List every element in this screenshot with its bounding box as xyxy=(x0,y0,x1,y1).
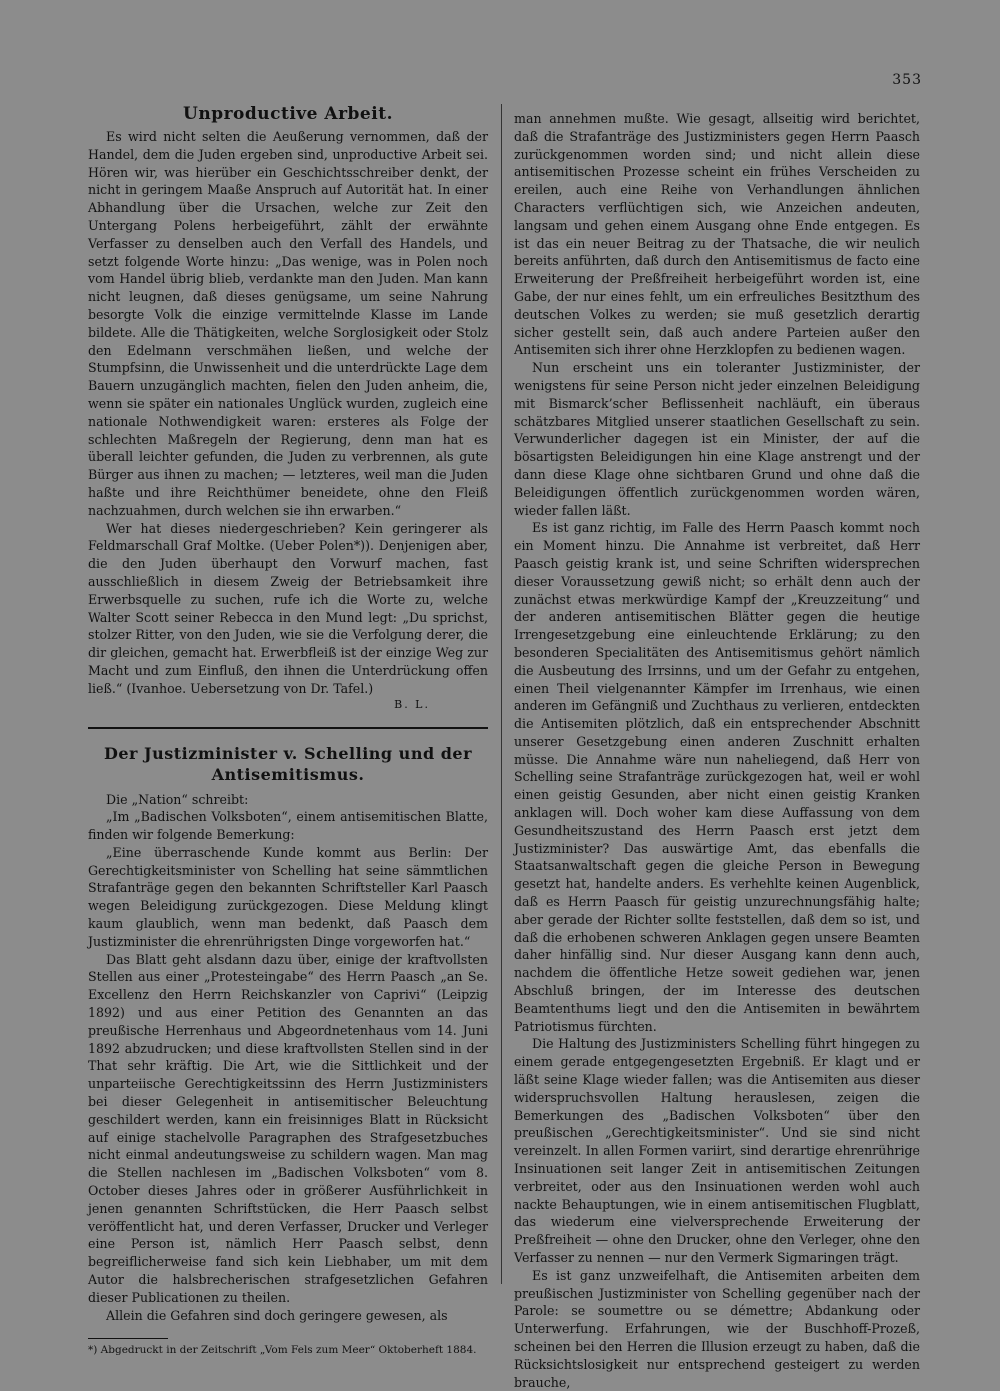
article-2-paragraph-3: Das Blatt geht alsdann dazu über, einige der kraftvollsten Stellen aus einer „Protesteingabe“ des Herrn Paasch „an Se. Excellenz den Herrn Reichskanzler von Caprivi“ (Leipzig 1892) und aus einer Petition des Genannten an das preußische Herrenhaus und Abgeordnetenhaus vom 14. Juni 1892 abzudrucken; und diese kraftvollsten Stellen sind in der That sehr kräftig. Die Art, wie die Sittlichkeit und der unparteiische Gerechtigkeitssinn des Herrn Justizministers bei dieser Gelegenheit in antisemitischer Beleuchtung geschildert werden, kann ein freisinniges Blatt in Rücksicht auf einige stachelvolle Paragraphen des Strafgesetzbuches nicht einmal andeutungsweise zu schildern wagen. Man mag die Stellen nachlesen im „Badischen Volksboten“ vom 8. October dieses Jahres oder in größerer Ausführlichkeit in jenen genannten Schriftstücken, die Herr Paasch selbst veröffentlicht hat, und deren Verfasser, Drucker und Verleger eine Person ist, nämlich Herr Paasch selbst, denn begreiflicherweise fand sich kein Liebhaber, um mit dem Autor die halsbrecherischen strafgesetzlichen Gefahren dieser Publicationen zu theilen. xyxy=(88,951,488,1305)
footnote-rule xyxy=(88,1338,168,1339)
article-separator xyxy=(88,727,488,729)
article-2-paragraph-1: Die „Nation“ schreibt: xyxy=(106,791,249,807)
article-2-paragraph-2: „Im „Badischen Volksboten“, einem antisemitischen Blatte, finden wir folgende Bemerkung: xyxy=(88,809,488,843)
article-1-paragraph-2: Wer hat dieses niedergeschrieben? Kein geringerer als Feldmarschall Graf Moltke. (Ueber Polen*)). Denjenigen aber, die den Juden überhaupt den Vorwurf machen, fast ausschließlich in diesem Zweig der Betriebsamkeit ihre Erwerbsquelle zu suchen, rufe ich die Worte zu, welche Walter Scott seiner Rebecca in den Mund legt: „Du sprichst, stolzer Ritter, von den Juden, wie sie die Verfolgung derer, die dir gleichen, gemacht hat. Erwerbfleiß ist der einzige Weg zur Macht und zum Einfluß, den ihnen die Unterdrückung offen ließ.“ (Ivanhoe. Uebersetzung von Dr. Tafel.) xyxy=(88,520,488,696)
right-column xyxy=(514,110,920,1391)
article-1-title: Unproductive Arbeit. xyxy=(183,104,393,124)
footnote: *) Abgedruckt in der Zeitschrift „Vom Fels zum Meer“ Oktoberheft 1884. xyxy=(88,1344,477,1357)
right-paragraph-3: Es ist ganz richtig, im Falle des Herrn Paasch kommt noch ein Moment hinzu. Die Annahme ist verbreitet, daß Herr Paasch geistig krank ist, und seine Schriften widersprechen dieser Voraussetzung gewiß nicht; so erhält denn auch der zunächst etwas merkwürdige Kampf der „Kreuzzeitung“ und der anderen antisemitischen Blätter gegen die heutige Irrengesetzgebung eine einleuchtende Erklärung; zu den besonderen Specialitäten des Antisemitismus gehört nämlich die Ausbeutung des Irrsinns, und um der Gefahr zu entgehen, einen Theil vielgenannter Kämpfer im Irrenhaus, wie einen anderen im Gefängniß und Zuchthaus zu verlieren, entdeckten die Antisemiten plötzlich, daß ein entsprechender Abschnitt unserer Gesetzgebung einen anderen Zuschnitt erhalten müsse. Die Annahme wäre nun naheliegend, daß Herr von Schelling seine Strafanträge zurückgezogen hat, weil er wohl einen geistig Gesunden, aber nicht einen geistig Kranken anklagen will. Doch woher kam diese Auffassung von dem Gesundheitszustand des Herrn Paasch erst jetzt dem Justizminister? Das auswärtige Amt, das ebenfalls die Staatsanwaltschaft gegen die gleiche Person in Bewegung gesetzt hat, handelte anders. Es verhehlte keinen Augenblick, daß es Herrn Paasch für geistig unzurechnungsfähig halte; aber gerade der Richter sollte feststellen, daß dem so ist, und daß die erhobenen schweren Anklagen gegen unsere Beamten daher hinfällig sind. Nur dieser Ausgang kann denn auch, nachdem die öffentliche Hetze soweit gediehen war, jenen Abschluß bringen, der im Interesse des deutschen Beamtenthums liegt und den die Antisemiten in bewährtem Patriotismus fürchten. xyxy=(514,520,920,1034)
right-paragraph-1: man annehmen mußte. Wie gesagt, allseitig wird berichtet, daß die Strafanträge des Justizministers gegen Herrn Paasch zurückgenommen worden sind; und nicht allein diese antisemitischen Prozesse scheint ein frühes Verscheiden zu ereilen, auch eine Reihe von Verhandlungen ähnlichen Characters verflüchtigen sich, wie Anzeichen andeuten, langsam und gehen einem Ausgang ohne Ende entgegen. Es ist das ein neuer Beitrag zu der Thatsache, die wir neulich bereits anführten, daß durch den Antisemitismus de facto eine Erweiterung der Preßfreiheit herbeigeführt worden ist, eine Gabe, der nur eines fehlt, um ein erfreuliches Besitzthum des deutschen Volkes zu werden; sie muß gesetzlich derartig sicher gestellt sein, daß auch andere Parteien außer den Antisemiten sich ihrer ohne Herzklopfen zu bedienen wagen. xyxy=(514,111,920,358)
article-1-signature: B. L. xyxy=(394,697,430,711)
article-1-paragraph-1: Es wird nicht selten die Aeußerung vernommen, daß der Handel, dem die Juden ergeben sind, unproductive Arbeit sei. Hören wir, was hierüber ein Geschichtsschreiber denkt, der nicht in geringem Maaße Anspruch auf Autorität hat. In einer Abhandlung über die Ursachen, welche zur Zeit den Untergang Polens herbeigeführt, zählt der erwähnte Verfasser zu denselben auch den Verfall des Handels, und setzt folgende Worte hinzu: „Das wenige, was in Polen noch vom Handel übrig blieb, verdankte man den Juden. Man kann nicht leugnen, daß dieses genügsame, um seine Nahrung besorgte Volk die einzige vermittelnde Klasse im Lande bildete. Alle die Thätigkeiten, welche Sorglosigkeit oder Stolz den Edelmann verschmähen ließen, und welche der Stumpfsinn, die Unwissenheit und die unterdrückte Lage dem Bauern unzugänglich machten, fielen den Juden anheim, die, wenn sie später ein nationales Unglück wurden, zugleich eine nationale Nothwendigkeit waren: ersteres als Folge der schlechten Maßregeln der Regierung, denn man hat es überall leichter gefunden, die Juden zu verbrennen, als gute Bürger aus ihnen zu machen; — letzteres, weil man die Juden haßte und ihre Reichthümer beneidete, ohne den Fleiß nachzuahmen, durch welchen sie ihn erwarben.“ xyxy=(88,129,488,518)
right-paragraph-5: Es ist ganz unzweifelhaft, die Antisemiten arbeiten dem preußischen Justizminister von Schelling gegenüber nach der Parole: se soumettre ou se démettre; Abdankung oder Unterwerfung. Erfahrungen, wie der Buschhoff-Prozeß, scheinen bei den Herren die Illusion erzeugt zu haben, daß die Rücksichtslosigkeit nur entsprechend gesteigert zu werden brauche, xyxy=(514,1267,920,1390)
column-divider xyxy=(501,104,502,1284)
right-paragraph-4: Die Haltung des Justizministers Schelling führt hingegen zu einem gerade entgegengesetzten Ergebniß. Er klagt und er läßt seine Klage wieder fallen; was die Antisemiten aus dieser widerspruchsvollen Haltung herauslesen, zeigen die Bemerkungen des „Badischen Volksboten“ über den preußischen „Gerechtigkeitsminister“. Und sie sind nicht vereinzelt. In allen Formen variirt, sind derartige ehrenrührige Insinuationen seit langer Zeit in antisemitischen Zeitungen verbreitet, oder aus den Insinuationen werden wohl auch nackte Behauptungen, wie in einem antisemitischen Flugblatt, das wiederum eine vielversprechende Erweiterung der Preßfreiheit — ohne den Drucker, ohne den Verleger, ohne den Verfasser zu nennen — nur den Vermerk Sigmaringen trägt. xyxy=(514,1036,920,1265)
right-paragraph-2: Nun erscheint uns ein toleranter Justizminister, der wenigstens für seine Person nicht jeder einzelnen Beleidigung mit Bismarck’scher Beflissenheit nachläuft, ein überaus schätzbares Mitglied unserer staatlichen Gesellschaft zu sein. Verwunderlicher dagegen ist ein Minister, der auf die bösartigsten Beleidigungen hin eine Klage anstrengt und der dann diese Klage ohne sichtbaren Grund und ohne daß die Beleidigungen öffentlich zurückgenommen worden wären, wieder fallen läßt. xyxy=(514,360,920,518)
page-number: 353 xyxy=(892,72,922,88)
article-2-paragraph-4: Allein die Gefahren sind doch geringere gewesen, als xyxy=(106,1307,448,1323)
article-2-title: Der Justizminister v. Schelling und der Antisemitismus. xyxy=(104,743,472,784)
left-column xyxy=(88,104,488,1357)
article-2-quote: „Eine überraschende Kunde kommt aus Berlin: Der Gerechtigkeitsminister von Schelling hat seine sämmtlichen Strafanträge gegen den bekannten Schriftsteller Karl Paasch wegen Beleidigung zurückgezogen. Diese Meldung klingt kaum glaublich, wenn man bedenkt, daß Paasch dem Justizminister die ehrenrührigsten Dinge vorgeworfen hat.“ xyxy=(88,844,488,949)
